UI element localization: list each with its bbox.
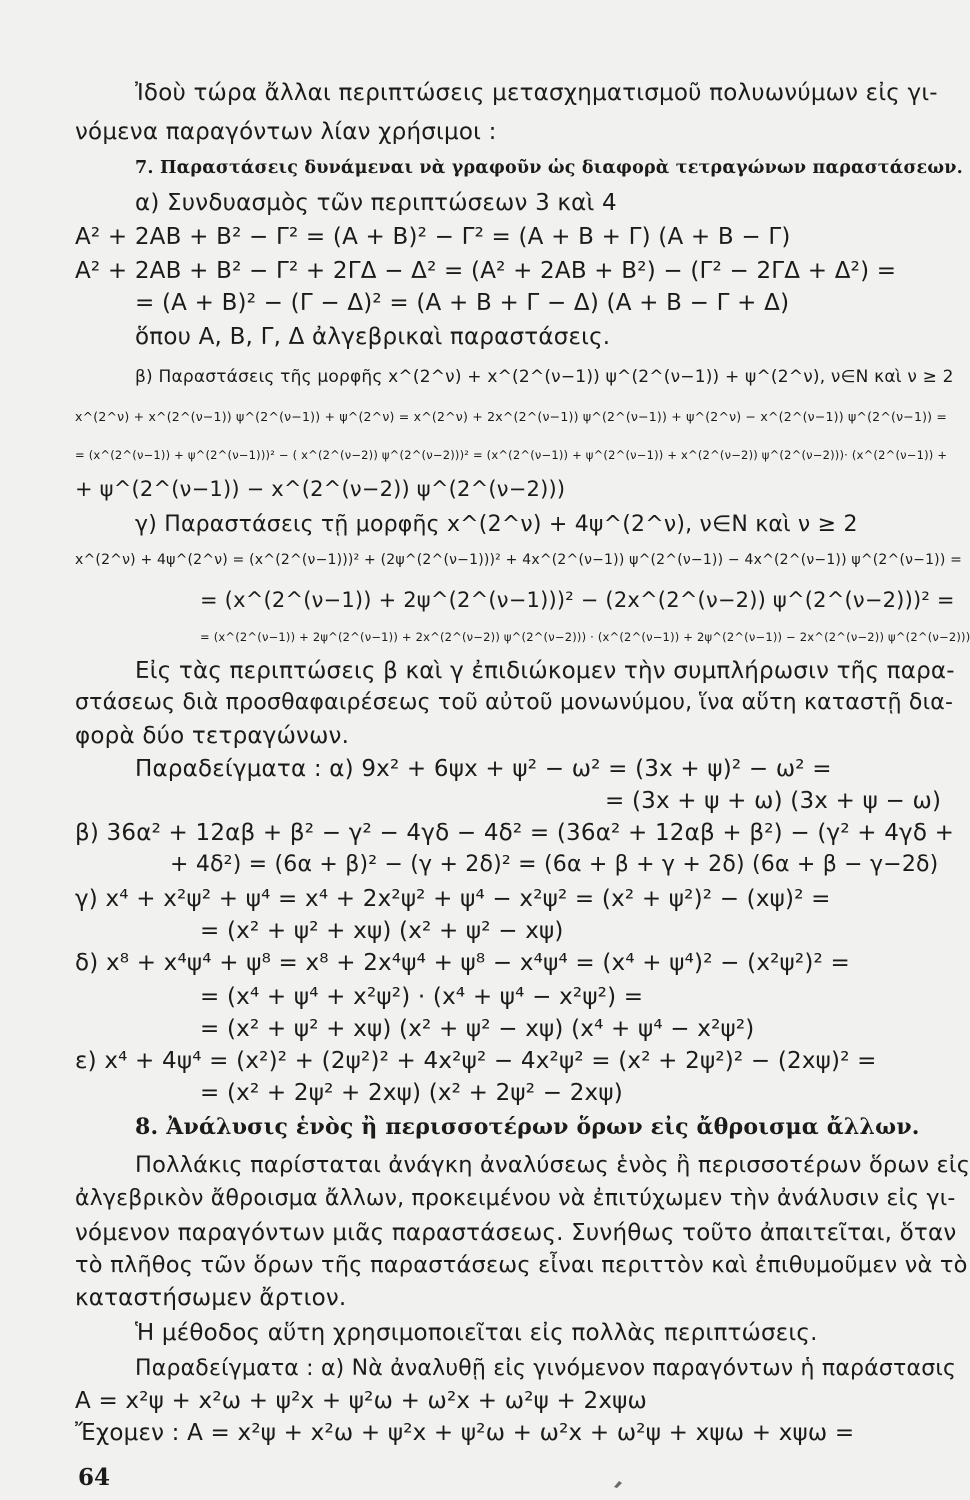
formula-line: = (x⁴ + ψ⁴ + x²ψ²) · (x⁴ + ψ⁴ − x²ψ²) = bbox=[200, 984, 644, 1010]
text-line: ἀλγεβρικὸν ἄθροισμα ἄλλων, προκειμένου νὰ ἐπιτύχωμεν τὴν ἀνάλυσιν εἰς γι- bbox=[75, 1186, 956, 1211]
formula-line: = (x^(2^(ν−1)) + 2ψ^(2^(ν−1)))² − (2x^(2^(ν−2)) ψ^(2^(ν−2)))² = bbox=[200, 588, 955, 612]
ink-mark-icon bbox=[612, 1478, 624, 1490]
examples-formula: Παραδείγματα : α) 9x² + 6ψx + ψ² − ω² = (3x + ψ)² − ω² = bbox=[135, 756, 832, 782]
text-line: Πολλάκις παρίσταται ἀνάγκη ἀναλύσεως ἑνὸς ἢ περισσοτέρων ὅρων εἰς bbox=[135, 1152, 970, 1178]
formula-line: = (x^(2^(ν−1)) + ψ^(2^(ν−1)))² − ( x^(2^(ν−2)) ψ^(2^(ν−2)))² = (x^(2^(ν−1)) + ψ^(2^(ν−1)) + x^(2^(ν−2)) ψ^(2^(ν−2)))· (x^(2^(ν−1)) + bbox=[75, 448, 948, 462]
text-line: β) Παραστάσεις τῆς μορφῆς x^(2^ν) + x^(2^(ν−1)) ψ^(2^(ν−1)) + ψ^(2^ν), ν∈N καὶ ν ≥ 2 bbox=[135, 367, 954, 387]
text-line: α) Συνδυασμὸς τῶν περιπτώσεων 3 καὶ 4 bbox=[135, 190, 617, 216]
text-line: καταστήσωμεν ἄρτιον. bbox=[75, 1285, 347, 1311]
text-line: φορὰ δύο τετραγώνων. bbox=[75, 723, 350, 749]
page-number: 64 bbox=[78, 1464, 111, 1491]
formula-line: = (x² + 2ψ² + 2xψ) (x² + 2ψ² − 2xψ) bbox=[200, 1080, 623, 1106]
formula-line: = (3x + ψ + ω) (3x + ψ − ω) bbox=[605, 788, 942, 814]
text-line: νόμενα παραγόντων λίαν χρήσιμοι : bbox=[75, 119, 497, 145]
examples-line bbox=[0, 754, 970, 784]
formula-line: Α = x²ψ + x²ω + ψ²x + ψ²ω + ω²x + ω²ψ + 2xψω bbox=[75, 1388, 647, 1414]
formula-line: = (x^(2^(ν−1)) + 2ψ^(2^(ν−1)) + 2x^(2^(ν−2)) ψ^(2^(ν−2))) · (x^(2^(ν−1)) + 2ψ^(2^(ν−1)) − 2x^(2^(ν−2)) ψ^(2^(ν−2))) bbox=[200, 630, 970, 644]
text-line: γ) Παραστάσεις τῇ μορφῆς x^(2^ν) + 4ψ^(2^ν), ν∈N καὶ ν ≥ 2 bbox=[135, 512, 858, 537]
formula-line: x^(2^ν) + 4ψ^(2^ν) = (x^(2^(ν−1)))² + (2ψ^(2^(ν−1)))² + 4x^(2^(ν−1)) ψ^(2^(ν−1)) − 4x^(2^(ν−1)) ψ^(2^(ν−1)) = bbox=[75, 552, 963, 568]
formula-line: γ) x⁴ + x²ψ² + ψ⁴ = x⁴ + 2x²ψ² + ψ⁴ − x²ψ² = (x² + ψ²)² − (xψ)² = bbox=[75, 886, 831, 912]
text-line: νόμενον παραγόντων μιᾶς παραστάσεως. Συνήθως τοῦτο ἀπαιτεῖται, ὅταν bbox=[75, 1220, 957, 1246]
text-line: στάσεως διὰ προσθαφαιρέσεως τοῦ αὐτοῦ μονωνύμου, ἵνα αὕτη καταστῇ δια- bbox=[75, 690, 954, 715]
examples-line-2: Παραδείγματα : α) Νὰ ἀναλυθῇ εἰς γινόμενον παραγόντων ἡ παράστασις bbox=[135, 1356, 957, 1381]
text-line: Ἡ μέθοδος αὕτη χρησιμοποιεῖται εἰς πολλὰς περιπτώσεις. bbox=[135, 1320, 818, 1346]
section-heading-7: 7. Παραστάσεις δυνάμεναι νὰ γραφοῦν ὡς διαφορὰ τετραγώνων παραστάσεων. bbox=[135, 158, 963, 178]
text-line: ὅπου Α, Β, Γ, Δ ἀλγεβρικαὶ παραστάσεις. bbox=[135, 324, 611, 350]
formula-line: β) 36α² + 12αβ + β² − γ² − 4γδ − 4δ² = (36α² + 12αβ + β²) − (γ² + 4γδ + bbox=[75, 820, 955, 846]
text-line: Ἰδοὺ τώρα ἄλλαι περιπτώσεις μετασχηματισμοῦ πολυωνύμων εἰς γι- bbox=[135, 80, 938, 106]
formula-line: = (x² + ψ² + xψ) (x² + ψ² − xψ) (x⁴ + ψ⁴ − x²ψ²) bbox=[200, 1016, 755, 1042]
formula-line: ε) x⁴ + 4ψ⁴ = (x²)² + (2ψ²)² + 4x²ψ² − 4x²ψ² = (x² + 2ψ²)² − (2xψ)² = bbox=[75, 1048, 877, 1074]
formula-line: Α² + 2ΑΒ + Β² − Γ² + 2ΓΔ − Δ² = (Α² + 2ΑΒ + Β²) − (Γ² − 2ΓΔ + Δ²) = bbox=[75, 258, 897, 284]
text-line: Εἰς τὰς περιπτώσεις β καὶ γ ἐπιδιώκομεν τὴν συμπλήρωσιν τῆς παρα- bbox=[135, 658, 955, 684]
formula-line: = (Α + Β)² − (Γ − Δ)² = (Α + Β + Γ − Δ) (Α + Β − Γ + Δ) bbox=[135, 290, 790, 316]
formula-line: + ψ^(2^(ν−1)) − x^(2^(ν−2)) ψ^(2^(ν−2))) bbox=[75, 477, 566, 501]
section-heading-8: 8. Ἀνάλυσις ἑνὸς ἢ περισσοτέρων ὅρων εἰς ἄθροισμα ἄλλων. bbox=[135, 1114, 920, 1140]
formula-line: = (x² + ψ² + xψ) (x² + ψ² − xψ) bbox=[200, 918, 564, 944]
text-line: τὸ πλῆθος τῶν ὅρων τῆς παραστάσεως εἶναι περιττὸν καὶ ἐπιθυμοῦμεν νὰ τὸ bbox=[75, 1252, 968, 1278]
formula-line: x^(2^ν) + x^(2^(ν−1)) ψ^(2^(ν−1)) + ψ^(2^ν) = x^(2^ν) + 2x^(2^(ν−1)) ψ^(2^(ν−1)) + ψ^(2^ν) − x^(2^(ν−1)) ψ^(2^(ν−1)) = bbox=[75, 409, 948, 424]
formula-line: + 4δ²) = (6α + β)² − (γ + 2δ)² = (6α + β + γ + 2δ) (6α + β − γ−2δ) bbox=[170, 852, 939, 877]
formula-line: δ) x⁸ + x⁴ψ⁴ + ψ⁸ = x⁸ + 2x⁴ψ⁴ + ψ⁸ − x⁴ψ⁴ = (x⁴ + ψ⁴)² − (x²ψ²)² = bbox=[75, 950, 850, 976]
formula-line: Α² + 2ΑΒ + Β² − Γ² = (Α + Β)² − Γ² = (Α + Β + Γ) (Α + Β − Γ) bbox=[75, 224, 791, 250]
formula-line: Ἔχομεν : Α = x²ψ + x²ω + ψ²x + ψ²ω + ω²x + ω²ψ + xψω + xψω = bbox=[75, 1420, 855, 1446]
